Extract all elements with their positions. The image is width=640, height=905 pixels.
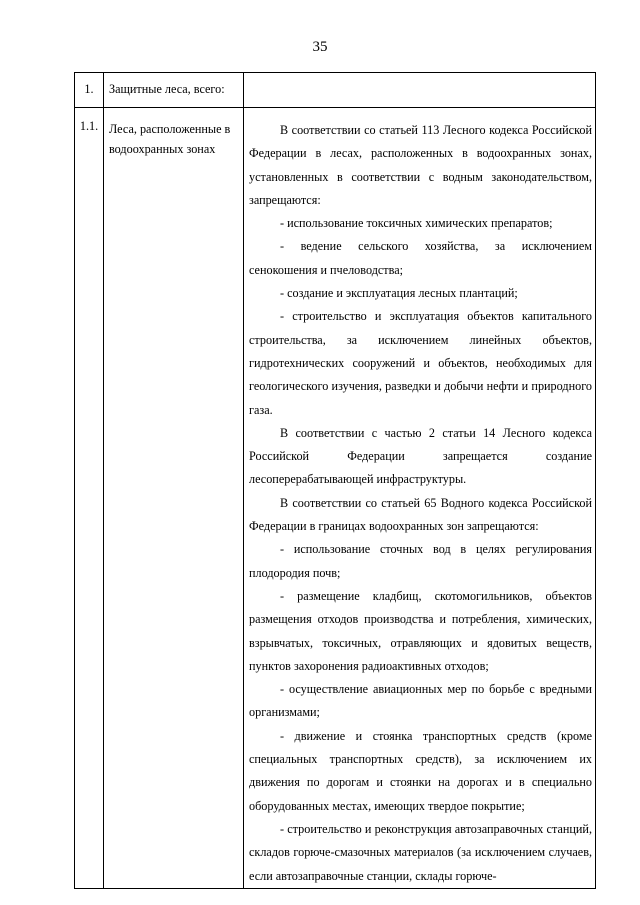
- paragraph: В соответствии со статьей 113 Лесного кодекса Российской Федерации в лесах, расположенных в водоохранных зонах, установленных в соответствии с водным законодательством, запрещаются:: [249, 123, 592, 207]
- row-name: Защитные леса, всего:: [104, 73, 244, 108]
- row-description: [244, 73, 596, 108]
- page-number: 35: [312, 39, 328, 55]
- paragraph: - создание и эксплуатация лесных плантаций;: [280, 286, 518, 301]
- paragraph: - движение и стоянка транспортных средств (кроме специальных транспортных средств), за исключением их движения по дорогам и стоянки на дорогах и в специально оборудованных местах, имеющих твердое покрытие;: [249, 728, 592, 813]
- paragraph: В соответствии со статьей 65 Водного кодекса Российской Федерации в границах водоохранных зон запрещаются:: [249, 495, 592, 534]
- paragraph: - осуществление авиационных мер по борьбе с вредными организмами;: [249, 682, 592, 720]
- row-number: 1.: [75, 73, 104, 108]
- paragraph: - ведение сельского хозяйства, за исключением сенокошения и пчеловодства;: [249, 239, 592, 277]
- row-name: Леса, расположенные в водоохранных зонах: [104, 108, 244, 889]
- paragraph: - размещение кладбищ, скотомогильников, объектов размещения отходов производства и потребления, химических, взрывчатых, токсичных, отравляющих и ядовитых веществ, пунктов захоронения радиоактивных отходов;: [249, 588, 592, 673]
- row-description: [244, 108, 596, 889]
- paragraph: - строительство и реконструкция автозаправочных станций, складов горюче-смазочных материалов (за исключением случаев, если автозаправочные станции, склады горюче-: [249, 821, 592, 883]
- paragraph: В соответствии с частью 2 статьи 14 Лесного кодекса Российской Федерации запрещается создание лесоперерабатывающей инфраструктуры.: [249, 425, 592, 487]
- table-row: [75, 108, 596, 889]
- paragraph: - строительство и эксплуатация объектов капитального строительства, за исключением линейных объектов, гидротехнических сооружений и объектов, необходимых для геологического изучения, разведки и добычи нефти и природного газа.: [249, 309, 592, 417]
- restrictions-table: [74, 72, 596, 889]
- paragraph: - использование токсичных химических препаратов;: [280, 216, 553, 231]
- paragraph: - использование сточных вод в целях регулирования плодородия почв;: [249, 542, 592, 580]
- row-number: 1.1.: [75, 108, 104, 889]
- table-row: [75, 73, 596, 108]
